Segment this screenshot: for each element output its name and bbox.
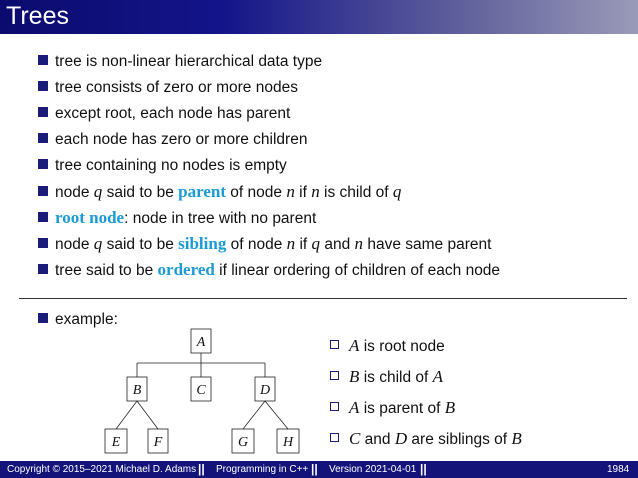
bullet-square-icon <box>38 55 48 65</box>
bullet-item-sibling-def: node q said to be sibling of node n if q and n have same parent <box>38 232 491 256</box>
term-parent: parent <box>178 182 226 201</box>
tree-edge <box>137 401 158 429</box>
fact-item: A is parent of B <box>330 395 455 421</box>
slide-header <box>0 0 638 34</box>
bullet-square-icon <box>38 313 48 323</box>
tree-node-b-label: B <box>132 383 142 398</box>
hollow-square-bullet-icon <box>330 402 339 411</box>
tree-node-g-label: G <box>237 435 249 450</box>
tree-node-c-label: C <box>196 383 206 398</box>
fact-item: A is root node <box>330 333 445 359</box>
hollow-square-bullet-icon <box>330 371 339 380</box>
tree-diagram <box>100 325 310 459</box>
bullet-square-icon <box>38 238 48 248</box>
tree-edge <box>243 401 265 429</box>
bullet-square-icon <box>38 212 48 222</box>
bullet-item: tree consists of zero or more nodes <box>38 76 298 100</box>
tree-node-a-label: A <box>196 335 206 350</box>
example-bullet: example: <box>38 308 118 332</box>
term-root-node: root node <box>55 208 125 227</box>
footer-separator-icon: || <box>420 462 427 476</box>
tree-node-f-label: F <box>153 435 163 450</box>
tree-node-d-label: D <box>259 383 271 398</box>
bullet-square-icon <box>38 81 48 91</box>
fact-item: C and D are siblings of B <box>330 426 522 452</box>
footer-copyright: Copyright © 2015–2021 Michael D. Adams <box>7 464 197 475</box>
tree-node-e-label: E <box>111 435 121 450</box>
hollow-square-bullet-icon <box>330 433 339 442</box>
tree-node-h-label: H <box>282 435 294 450</box>
section-divider <box>19 298 627 299</box>
bullet-square-icon <box>38 264 48 274</box>
bullet-item: except root, each node has parent <box>38 102 290 126</box>
tree-edge <box>265 401 288 429</box>
hollow-square-bullet-icon <box>330 340 339 349</box>
tree-edge <box>116 401 137 429</box>
bullet-square-icon <box>38 159 48 169</box>
fact-item: B is child of A <box>330 364 443 390</box>
footer-version: Version 2021-04-01 <box>329 464 417 475</box>
footer-page-number: 1984 <box>607 464 630 475</box>
term-sibling: sibling <box>178 234 227 253</box>
bullet-item: tree is non-linear hierarchical data type <box>38 50 322 74</box>
bullet-item-root-def: root node: node in tree with no parent <box>38 206 316 230</box>
bullet-item-parent-def: node q said to be parent of node n if n is child of q <box>38 180 401 204</box>
footer-separator-icon: || <box>311 462 318 476</box>
bullet-square-icon <box>38 133 48 143</box>
footer-separator-icon: || <box>198 462 205 476</box>
bullet-item-ordered-def: tree said to be ordered if linear ordering of children of each node <box>38 258 500 282</box>
slide-footer <box>0 461 638 478</box>
footer-course: Programming in C++ <box>216 464 309 475</box>
bullet-square-icon <box>38 107 48 117</box>
bullet-item: each node has zero or more children <box>38 128 307 152</box>
term-ordered: ordered <box>157 260 215 279</box>
bullet-square-icon <box>38 186 48 196</box>
bullet-item: tree containing no nodes is empty <box>38 154 287 178</box>
slide-title: Trees <box>6 2 69 30</box>
